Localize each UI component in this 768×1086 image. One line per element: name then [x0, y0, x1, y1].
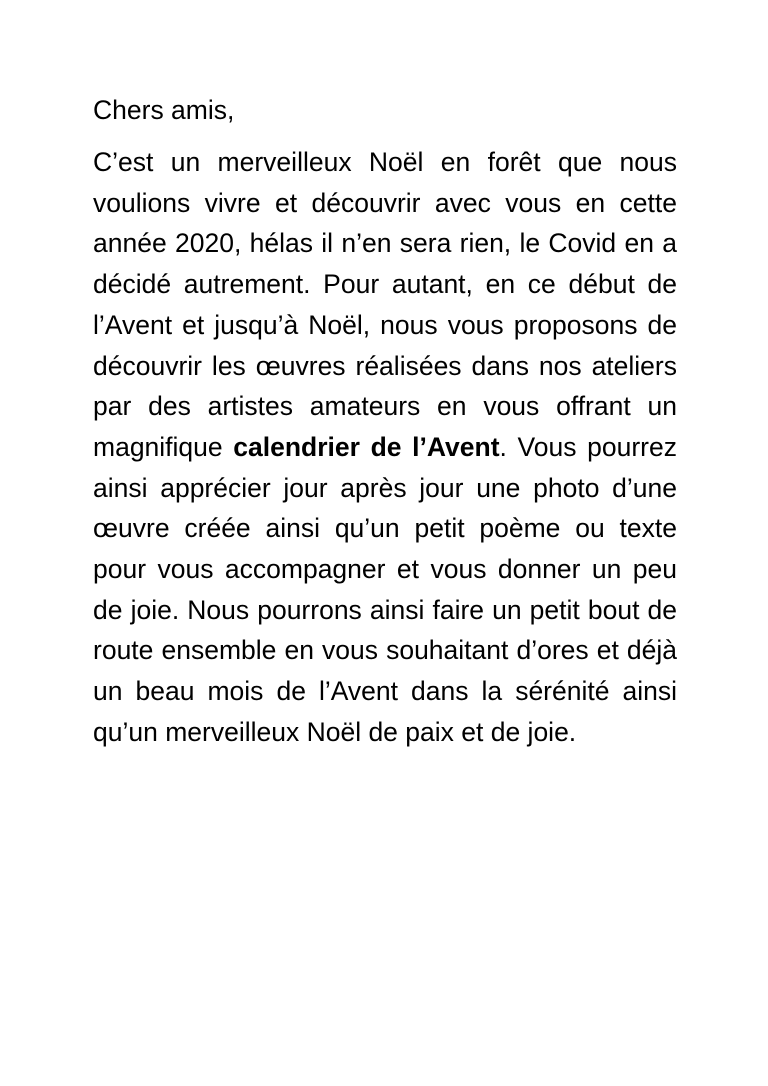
letter-body: [93, 90, 677, 753]
advent-calendar-highlight: calendrier de l’Avent: [233, 431, 500, 462]
letter-greeting: Chers amis,: [93, 95, 235, 125]
paragraph-text-closing: . Vous pourrez ainsi apprécier jour après jour une photo d’une œuvre créée ainsi qu’un petit poème ou texte pour vous accompagner et vous donner un peu de joie. Nous pourrons ainsi faire un petit bout de route ensemble en vous souhaitant d’ores et déjà un beau mois de l’Avent dans la sérénité ainsi qu’un merveilleux Noël de paix et de joie.: [93, 431, 677, 747]
paragraph-text-intro: C’est un merveilleux Noël en forêt que nous voulions vivre et découvrir avec vous en cette année 2020, hélas il n’en sera rien, le Covid en a décidé autrement. Pour autant, en ce début de l’Avent et jusqu’à Noël, nous vous proposons de découvrir les œuvres réalisées dans nos ateliers par des artistes amateurs en vous offrant un magnifique: [93, 147, 677, 462]
letter-paragraph: [93, 142, 677, 753]
